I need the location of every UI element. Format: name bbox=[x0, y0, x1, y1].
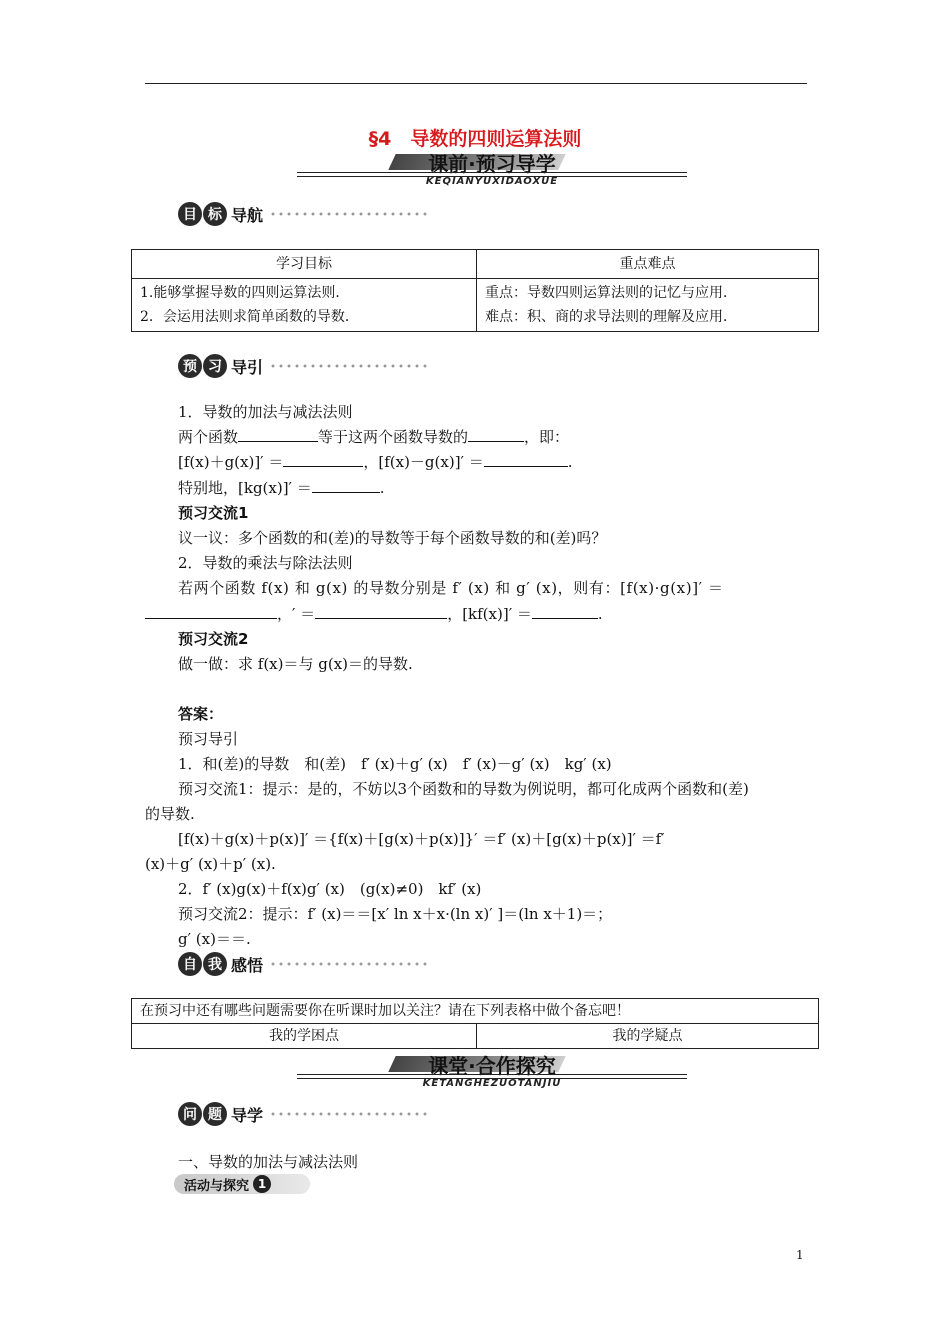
heading-question-guide bbox=[178, 1100, 429, 1128]
preview-item: 1．导数的加法与减法法则 bbox=[178, 403, 353, 421]
preview-item: 若两个函数 f(x) 和 g(x) 的导数分别是 f′ (x) 和 g′ (x)，则有：[f(x)·g(x)]′ ＝ bbox=[178, 579, 724, 597]
preview-item bbox=[178, 427, 569, 447]
heading-char: 目 bbox=[178, 202, 202, 226]
text: 等于这两个函数导数的 bbox=[318, 428, 469, 446]
answer-line: 预习交流1：提示：是的，不妨以3个函数和的导数为例说明，都可化成两个函数和(差) bbox=[178, 780, 749, 798]
heading-char: 我 bbox=[203, 952, 227, 976]
banner-text: 课前·预习导学 bbox=[428, 152, 556, 176]
fill-blank[interactable] bbox=[145, 604, 277, 619]
key-points-header: 重点难点 bbox=[477, 250, 819, 279]
answer-line: 预习导引 bbox=[178, 730, 239, 748]
key-point: 重点：导数四则运算法则的记忆与应用． bbox=[485, 285, 737, 301]
answer-line: g′ (x)＝＝. bbox=[178, 930, 251, 948]
text: ，即： bbox=[524, 428, 570, 446]
fill-blank[interactable] bbox=[238, 427, 318, 442]
heading-label: 感悟 bbox=[231, 955, 264, 975]
fill-blank[interactable] bbox=[468, 427, 524, 442]
heading-char: 题 bbox=[203, 1102, 227, 1126]
preview-item: 议一议：多个函数的和(差)的导数等于每个函数导数的和(差)吗？ bbox=[178, 529, 607, 547]
answer-line: 1．和(差)的导数 和(差) f′ (x)＋g′ (x) f′ (x)－g′ (x) kg′ (x) bbox=[178, 755, 612, 773]
dotted-leader bbox=[269, 960, 429, 968]
fill-blank[interactable] bbox=[312, 478, 380, 493]
text: . bbox=[567, 453, 573, 471]
formula: 特别地，[kg(x)]′ ＝ bbox=[178, 479, 312, 497]
text: . bbox=[379, 479, 385, 497]
preview-item bbox=[178, 478, 385, 498]
memo-table bbox=[131, 998, 819, 1049]
banner-subtitle: KETANGHEZUOTANJIU bbox=[422, 1078, 562, 1089]
header-rule bbox=[145, 83, 807, 84]
preview-item: 做一做：求 f(x)＝与 g(x)＝的导数. bbox=[178, 655, 413, 673]
heading-char: 预 bbox=[178, 354, 202, 378]
formula: ，[kf(x)]′ ＝ bbox=[447, 605, 532, 623]
heading-char: 问 bbox=[178, 1102, 202, 1126]
heading-preview-guide bbox=[178, 352, 429, 380]
section-banner-preview bbox=[297, 150, 687, 187]
heading-char: 习 bbox=[203, 354, 227, 378]
activity-number: 1 bbox=[253, 1175, 271, 1193]
preview-item bbox=[145, 604, 603, 624]
memo-prompt: 在预习中还有哪些问题需要你在听课时加以关注？请在下列表格中做个备忘吧！ bbox=[132, 999, 819, 1024]
heading-self-reflection bbox=[178, 950, 429, 978]
heading-goal-nav bbox=[178, 200, 429, 228]
page-number: 1 bbox=[796, 1248, 804, 1262]
goal-item: 1.能够掌握导数的四则运算法则． bbox=[140, 285, 350, 301]
dotted-leader bbox=[269, 362, 429, 370]
exchange-label: 预习交流1 bbox=[178, 504, 249, 522]
goal-header: 学习目标 bbox=[132, 250, 477, 279]
exchange-label: 预习交流2 bbox=[178, 630, 249, 648]
activity-label: 活动与探究 bbox=[184, 1178, 250, 1194]
formula: ，′ ＝ bbox=[277, 605, 316, 623]
heading-label: 导引 bbox=[231, 357, 264, 377]
memo-difficulty-cell[interactable]: 我的学困点 bbox=[132, 1024, 477, 1049]
memo-question-cell[interactable]: 我的学疑点 bbox=[477, 1024, 819, 1049]
fill-blank[interactable] bbox=[532, 604, 598, 619]
activity-badge bbox=[174, 1174, 310, 1194]
section-banner-classroom bbox=[297, 1052, 687, 1089]
banner-subtitle: KEQIANYUXIDAOXUE bbox=[425, 176, 559, 187]
dotted-leader bbox=[269, 1110, 429, 1118]
answer-line: [f(x)＋g(x)＋p(x)]′ ＝{f(x)＋[g(x)＋p(x)]}′ ＝f′ (x)＋[g(x)＋p(x)]′ ＝f′ bbox=[178, 830, 665, 848]
goal-table bbox=[131, 249, 819, 332]
key-points-cell bbox=[477, 279, 819, 332]
formula: [f(x)＋g(x)]′ ＝ bbox=[178, 453, 284, 471]
heading-label: 导学 bbox=[231, 1105, 264, 1125]
page-title: §4 导数的四则运算法则 bbox=[368, 128, 582, 150]
text: 两个函数 bbox=[178, 428, 239, 446]
fill-blank[interactable] bbox=[283, 452, 363, 467]
part-heading: 一、导数的加法与减法法则 bbox=[178, 1153, 359, 1171]
answer-line: 预习交流2：提示：f′ (x)＝＝[x′ ln x＋x·(ln x)′ ]＝(ln x＋1)＝； bbox=[178, 905, 613, 923]
fill-blank[interactable] bbox=[484, 452, 568, 467]
heading-char: 标 bbox=[203, 202, 227, 226]
difficulty: 难点：积、商的求导法则的理解及应用． bbox=[485, 309, 737, 325]
answer-line: 的导数. bbox=[145, 805, 195, 823]
text: . bbox=[597, 605, 603, 623]
goal-cell bbox=[132, 279, 477, 332]
dotted-leader bbox=[269, 210, 429, 218]
answers-heading: 答案： bbox=[178, 705, 224, 723]
goal-item: 2．会运用法则求简单函数的导数． bbox=[140, 309, 359, 325]
formula: ，[f(x)－g(x)]′ ＝ bbox=[363, 453, 484, 471]
fill-blank[interactable] bbox=[315, 604, 447, 619]
preview-item: 2．导数的乘法与除法法则 bbox=[178, 554, 353, 572]
preview-item bbox=[178, 452, 573, 472]
answer-line: 2．f′ (x)g(x)＋f(x)g′ (x) (g(x)≠0) kf′ (x) bbox=[178, 880, 482, 898]
banner-text: 课堂·合作探究 bbox=[428, 1054, 556, 1078]
answer-line: (x)＋g′ (x)＋p′ (x). bbox=[145, 855, 276, 873]
heading-char: 自 bbox=[178, 952, 202, 976]
heading-label: 导航 bbox=[231, 205, 264, 225]
